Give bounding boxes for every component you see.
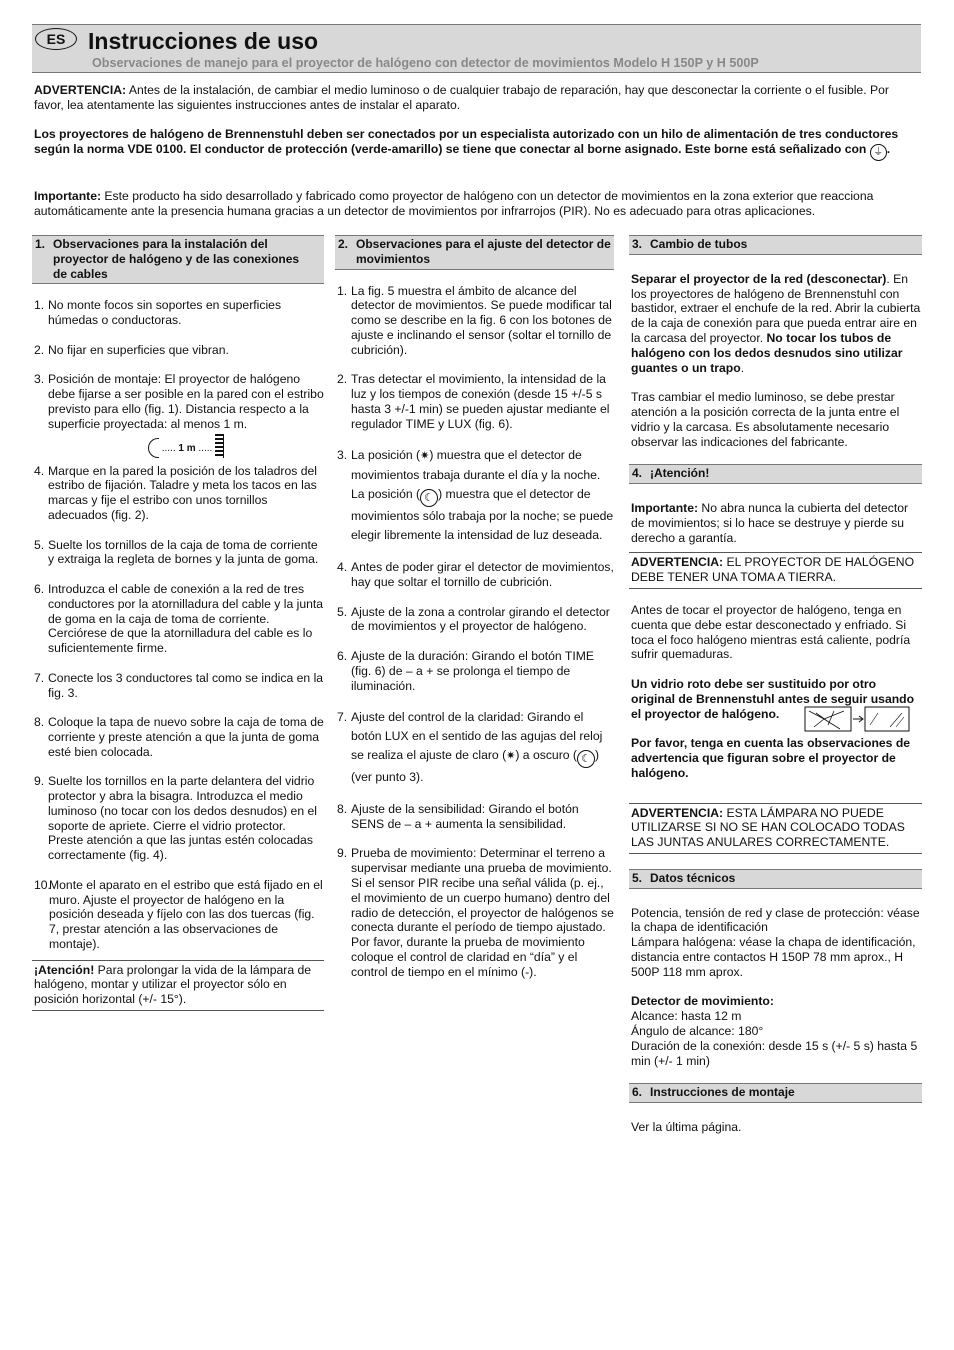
list-item: 3. Posición de montaje: El proyector de halógeno debe fijarse a ser posible en la pared con el estribo previsto para ello (fig. 1). Distancia respecto a la superficie proyectada: al menos 1 m. ..... 1 m ..... (32, 372, 324, 457)
warning-label: ADVERTENCIA: (34, 83, 127, 97)
language-badge: ES (35, 28, 77, 50)
section-4-heading: 4. ¡Atención! (629, 464, 922, 484)
mounting-text: Ver la última página. (631, 1120, 742, 1135)
ground-warning-box: ADVERTENCIA: EL PROYECTOR DE HALÓGENO DEBE TENER UNA TOMA A TIERRA. (629, 552, 922, 589)
list-item: 1. La fig. 5 muestra el ámbito de alcance del detector de movimientos. Se puede modificar tal como se describe en la fig. 6 con los botones de ajuste e inclinando el sensor (soltar el tornillo de cubrición). (337, 283, 612, 357)
column-detector (335, 235, 614, 994)
list-item: 5. Suelte los tornillos de la caja de toma de corriente y extraiga la regleta de bornes y la junta de goma. (34, 537, 319, 567)
list-item: 2. Tras detectar el movimiento, la intensidad de la luz y los tiempos de conexión (desde 15 +/-5 s hasta 3 +/-1 min) se pueden ajustar mediante el regulador TIME y LUX (fig. 6). (337, 372, 610, 431)
list-item: 9. Prueba de movimiento: Determinar el terreno a supervisar mediante una prueba de movimiento. Si el sensor PIR recibe una señal válida (p. ej., el movimiento de un cuerpo humano) dentro del radio de detección, el proyector de halógenos se conecta durante el período de tiempo ajustado. Por favor, durante la prueba de movimiento coloque el control de claridad en “día” y el control de tiempo en el mínimo (-). (337, 846, 614, 979)
list-item: 5. Ajuste de la zona a controlar girando el detector de movimientos y el proyector de halógeno. (337, 604, 610, 634)
hot-lamp-text: Antes de tocar el proyector de halógeno, tenga en cuenta que debe estar desconectado y enfriado. Si toca el foco halógeno mientras está caliente, podría sufrir quemaduras. (631, 602, 911, 662)
duration-text: Duración de la conexión: desde 15 s (+/- 5 s) hasta 5 min (+/- 1 min) (631, 1038, 918, 1068)
list-item: 4. Marque en la pared la posición de los taladros del estribo de fijación. Taladre y meta los tacos en las marcas y fije el estribo con unos tornillos adecuados (fig. 2). (34, 463, 317, 522)
detector-spec-label: Detector de movimiento: (631, 994, 774, 1009)
range-text: Alcance: hasta 12 m (631, 1009, 742, 1024)
section-3-heading: 3. Cambio de tubos (629, 235, 922, 255)
power-text: Potencia, tensión de red y clase de protección: véase la chapa de identificación (631, 905, 920, 935)
lamp-spec-text: Lámpara halógena: véase la chapa de identificación, distancia entre contactos H 150P 78 mm aprox., H 500P 118 mm aprox. (631, 935, 916, 979)
distance-label: 1 m (178, 442, 196, 454)
section-5-heading: 5. Datos técnicos (629, 869, 922, 889)
broken-glass-text: Un vidrio roto debe ser sustituido por otro original de Brennenstuhl antes de seguir usando el proyector de halógeno. (631, 676, 915, 721)
list-item: 9. Suelte los tornillos en la parte delantera del vidrio protector y abra la bisagra. Introduzca el medio luminoso (no tocar con los dedos desnudos) en el soporte de apriete. Cierre el vidrio protector. Preste atención a que las juntas estén colocadas correctamente (fig. 4). (34, 774, 317, 863)
distance-diagram: ..... 1 m ..... (48, 432, 324, 458)
wall-icon (215, 434, 224, 458)
page-header (32, 24, 921, 73)
sun-icon: ✷ (420, 450, 430, 463)
intro-electrician: Los proyectores de halógeno de Brennenstuhl deben ser conectados por un especialista autorizado con un hilo de alimentación de tres conductores según la norma VDE 0100. El conductor de protección (verde-amarillo) se tiene que conectar al borne asignado. Este borne está señalizado con ⏚ . (34, 127, 914, 161)
detector-list (335, 284, 614, 980)
list-item: 4. Antes de poder girar el detector de movimientos, hay que soltar el tornillo de cubrición. (337, 560, 614, 589)
column-installation (32, 235, 324, 1011)
list-item: 8. Ajuste de la sensibilidad: Girando el botón SENS de – a + aumenta la sensibilidad. (337, 801, 579, 831)
list-item: 1. No monte focos sin soportes en superficies húmedas o conductoras. (34, 298, 282, 328)
lamp-icon (148, 438, 159, 458)
page-title: Instrucciones de uso (88, 28, 319, 54)
tube-change-text: Separar el proyector de la red (desconectar). En los proyectores de halógeno de Brennenstuhl con bastidor, extraer el enchufe de la red. Abrir la cubierta de la caja de conexión para que pueda entrar aire en la carcasa del proyector. No tocar los tubos de halógeno con los dedos desnudos sino utilizar guantes o un trapo. (631, 271, 921, 375)
intro-warning (34, 83, 914, 113)
list-item: 7. Conecte los 3 conductores tal como se indica en la fig. 3. (34, 670, 324, 700)
earth-ground-icon: ⏚ (870, 144, 887, 161)
list-item: 3. La posición (✷) muestra que el detector de movimientos trabaja durante el día y la noche. La posición ( ☾ ) muestra que el detector de movimientos sólo trabaja por la noche; se puede elegir libremente la intensidad de luz deseada. (337, 448, 614, 543)
warning-text: Antes de la instalación, de cambiar el medio luminoso o de cualquier trabajo de reparación, hay que desconectar la corriente o el fusible. Por favor, lea atentamente las siguientes instrucciones antes de instalar el aparato. (34, 83, 889, 112)
list-item: 6. Introduzca el cable de conexión a la red de tres conductores por la atornilladura del cable y la junta de goma en la caja de toma de corriente. Cerciórese de que la atornilladura del cable es lo suficientemente firme. (34, 581, 324, 656)
angle-text: Ángulo de alcance: 180° (631, 1024, 764, 1039)
list-item: 8. Coloque la tapa de nuevo sobre la caja de toma de corriente y preste atención a que la junta de goma esté bien colocada. (34, 715, 324, 759)
moon-icon: ☾ (577, 750, 595, 768)
broken-glass-icon (804, 705, 912, 735)
section-1-heading: 1. Observaciones para la instalación del proyector de halógeno y de las conexiones de cables (32, 235, 324, 284)
list-item: 7. Ajuste del control de la claridad: Girando el botón LUX en el sentido de las agujas del reloj se realiza el ajuste de claro (✷) a oscuro ( ☾ ) (ver punto 3). (337, 710, 603, 785)
attention-box (32, 960, 324, 1011)
important-text: Este producto ha sido desarrollado y fabricado como proyector de halógeno con un detector de movimientos en la zona exterior que reacciona automáticamente ante la presencia humana gracias a un detector de movimientos por infrarrojos (PIR). No es adecuado para otras aplicaciones. (34, 189, 874, 218)
electrician-text: Los proyectores de halógeno de Brennenstuhl deben ser conectados por un especialista autorizado con un hilo de alimentación de tres conductores según la norma VDE 0100. El conductor de protección (verde-amarillo) se tiene que conectar al borne asignado. Este borne está señalizado con (34, 127, 899, 156)
section-2-heading: 2. Observaciones para el ajuste del detector de movimientos (335, 235, 614, 270)
attention-label: ¡Atención! (34, 962, 95, 977)
sun-icon: ✷ (506, 750, 516, 763)
observe-warnings-text: Por favor, tenga en cuenta las observaciones de advertencia que figuran sobre el proyector de halógeno. (631, 736, 911, 780)
important-cover-text: Importante: No abra nunca la cubierta del detector de movimientos; si lo hace se destruye y pierde su derecho a garantía. (631, 500, 909, 545)
column-maintenance (629, 235, 922, 1150)
intro-important (34, 189, 914, 219)
list-item: 6. Ajuste de la duración: Girando el botón TIME (fig. 6) de – a + se prolonga el tiempo de iluminación. (337, 648, 594, 693)
section-6-heading: 6. Instrucciones de montaje (629, 1083, 922, 1103)
attention-text: Para prolongar la vida de la lámpara de halógeno, montar y utilizar el proyector sólo en posición horizontal (+/- 15°). (34, 962, 312, 1007)
moon-icon: ☾ (420, 489, 438, 507)
list-item: 10. Monte el aparato en el estribo que está fijado en el muro. Ajuste el proyector de halógeno en la posición deseada y fíjelo con las dos tuercas (fig. 7, prestar atención a las observaciones de montaje). (34, 877, 323, 952)
installation-list (32, 298, 324, 951)
page-subtitle: Observaciones de manejo para el proyector de halógeno con detector de movimientos Modelo H 150P y H 500P (92, 56, 759, 70)
list-item: 2. No fijar en superficies que vibran. (34, 342, 229, 357)
important-label: Importante: (34, 189, 102, 203)
seal-text: Tras cambiar el medio luminoso, se debe prestar atención a la posición correcta de la junta entre el vidrio y la carcasa. Es absolutamente necesario observar las indicaciones del fabricante. (631, 390, 900, 449)
seal-warning-box: ADVERTENCIA: ESTA LÁMPARA NO PUEDE UTILIZARSE SI NO SE HAN COLOCADO TODAS LAS JUNTAS ANULARES CORRECTAMENTE. (629, 803, 922, 854)
